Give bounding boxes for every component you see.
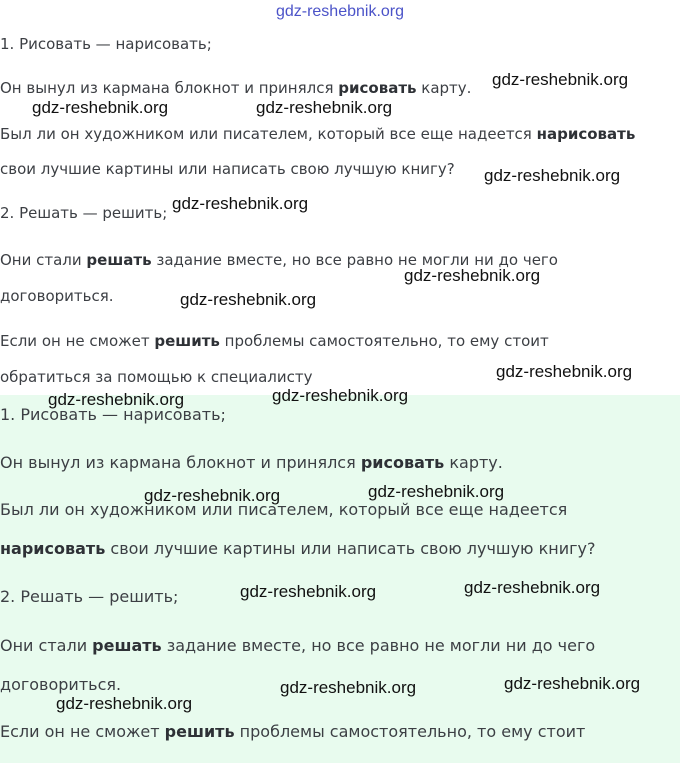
sentence-4-b-keyword: решить bbox=[164, 722, 235, 741]
sentence-2-b-text: свои лучшие картины или написать свою лучшую книгу? bbox=[105, 539, 596, 558]
watermark: gdz-reshebnik.org bbox=[496, 362, 633, 381]
sentence-1 bbox=[0, 78, 471, 98]
watermark: gdz-reshebnik.org bbox=[240, 582, 377, 601]
sentence-2-b-keyword: нарисовать bbox=[0, 539, 106, 558]
sentence-3-b-text-b: задание вместе, но все равно не могли ни до чего bbox=[161, 636, 596, 655]
watermark: gdz-reshebnik.org bbox=[492, 70, 629, 89]
sentence-4-line-1 bbox=[0, 331, 549, 351]
sentence-4-b-line-1 bbox=[0, 722, 585, 742]
sentence-1-b-text-b: карту. bbox=[444, 453, 503, 472]
item-2-title-b: 2. Решать — решить; bbox=[0, 587, 179, 606]
watermark: gdz-reshebnik.org bbox=[484, 166, 621, 185]
item-1-title-b: 1. Рисовать — нарисовать; bbox=[0, 405, 226, 424]
sentence-3-b-keyword: решать bbox=[92, 636, 162, 655]
sentence-4-text-a: Если он не сможет bbox=[0, 332, 155, 350]
watermark: gdz-reshebnik.org bbox=[32, 98, 169, 117]
sentence-2-b-line-2 bbox=[0, 539, 595, 559]
sentence-2-line-2: свои лучшие картины или написать свою лучшую книгу? bbox=[0, 160, 455, 178]
item-1-title: 1. Рисовать — нарисовать; bbox=[0, 35, 212, 53]
sentence-3-keyword: решать bbox=[86, 251, 152, 269]
sentence-2-b-line-1: Был ли он художником или писателем, который все еще надеется bbox=[0, 500, 568, 519]
sentence-3-b-text-a: Они стали bbox=[0, 636, 93, 655]
sentence-1-b-text-a: Он вынул из кармана блокнот и принялся bbox=[0, 453, 361, 472]
watermark: gdz-reshebnik.org bbox=[180, 290, 317, 309]
sentence-4-keyword: решить bbox=[154, 332, 220, 350]
sentence-1-text-b: карту. bbox=[416, 79, 472, 97]
watermark: gdz-reshebnik.org bbox=[504, 674, 641, 693]
sentence-3-line-2: договориться. bbox=[0, 287, 114, 305]
sentence-1-b-keyword: рисовать bbox=[360, 453, 445, 472]
sentence-4-line-2: обратиться за помощью к специалисту bbox=[0, 368, 313, 386]
sentence-2-keyword: нарисовать bbox=[536, 125, 636, 143]
sentence-1-keyword: рисовать bbox=[338, 79, 417, 97]
watermark: gdz-reshebnik.org bbox=[368, 482, 505, 501]
header-watermark[interactable]: gdz-reshebnik.org bbox=[275, 3, 405, 20]
watermark: gdz-reshebnik.org bbox=[172, 194, 309, 213]
sentence-3-b-line-2: договориться. bbox=[0, 675, 122, 694]
watermark: gdz-reshebnik.org bbox=[56, 694, 193, 713]
sentence-1-text-a: Он вынул из кармана блокнот и принялся bbox=[0, 79, 339, 97]
item-2-title: 2. Решать — решить; bbox=[0, 204, 168, 222]
watermark: gdz-reshebnik.org bbox=[272, 386, 409, 405]
sentence-4-b-text-a: Если он не сможет bbox=[0, 722, 165, 741]
watermark: gdz-reshebnik.org bbox=[404, 266, 541, 285]
sentence-4-text-b: проблемы самостоятельно, то ему стоит bbox=[219, 332, 549, 350]
watermark: gdz-reshebnik.org bbox=[280, 678, 417, 697]
sentence-3-text-b: задание вместе, но все равно не могли ни до чего bbox=[151, 251, 558, 269]
watermark: gdz-reshebnik.org bbox=[464, 578, 601, 597]
watermark: gdz-reshebnik.org bbox=[144, 486, 281, 505]
watermark: gdz-reshebnik.org bbox=[256, 98, 393, 117]
sentence-4-b-text-b: проблемы самостоятельно, то ему стоит bbox=[234, 722, 586, 741]
watermark: gdz-reshebnik.org bbox=[48, 390, 185, 409]
sentence-3-b-line-1 bbox=[0, 636, 595, 656]
sentence-3-text-a: Они стали bbox=[0, 251, 87, 269]
sentence-2-text-a: Был ли он художником или писателем, который все еще надеется bbox=[0, 125, 537, 143]
sentence-1-b bbox=[0, 453, 503, 473]
sentence-2-line-1 bbox=[0, 124, 635, 144]
